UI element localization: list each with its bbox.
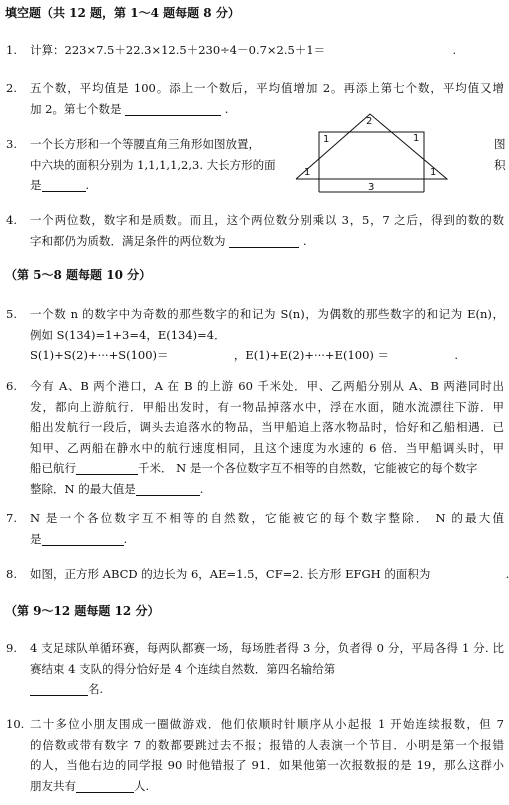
answer-blank[interactable] xyxy=(42,177,86,192)
answer-blank[interactable] xyxy=(136,481,200,496)
question-8: 8. 如图，正方形 ABCD 的边长为 6，AE=1.5，CF=2. 长方形 EFGH 的面积为 . xyxy=(6,564,504,585)
question-text-line: N 是一个各位数字互不相等的自然数，它能被它的每个数字整除． N 的最大值 xyxy=(30,511,504,525)
figure-rectangle xyxy=(319,132,424,179)
question-number: 4. xyxy=(6,213,17,227)
question-text-line: 二十多位小朋友围成一圈做游戏．他们依顺时针顺序从小起报 1 开始连续报数，但 7 xyxy=(30,717,504,731)
question-number: 1. xyxy=(6,43,17,57)
question-text-line: 字和都仍为质数．满足条件的两位数为 xyxy=(30,233,226,248)
section-header-3: （第 9～12 题每题 12 分） xyxy=(5,604,160,618)
answer-blank[interactable] xyxy=(229,233,299,248)
answer-blank[interactable] xyxy=(42,531,124,546)
question-text: 计算：223×7.5＋22.3×12.5＋230÷4－0.7×2.5＋1＝ xyxy=(30,43,326,57)
question-number: 2. xyxy=(6,81,17,95)
question-text-line: 一个长方形和一个等腰直角三角形如图放置， xyxy=(30,137,260,151)
question-number: 8. xyxy=(6,567,17,581)
question-text-line: 赛结束 4 支队的得分恰好是 4 个连续自然数．第四名输给第 xyxy=(30,661,336,676)
figure-label: 1 xyxy=(413,133,420,144)
answer-blank[interactable] xyxy=(329,43,449,57)
question-3: 3. 一个长方形和一个等腰直角三角形如图放置， 图 中六块的面积分别为 1,1,1,1,2,3. 大长方形的面 积 是 . xyxy=(6,134,504,196)
question-5: 5. 一个数 n 的数字中为奇数的那些数字的和记为 S(n)，为偶数的那些数字的和记为 E(n)， 例如 S(134)=1+3=4，E(134)=4． S(1)+S(2)+···+S(100)＝ ，E(1)+E(2)+···+E(100) ＝ . xyxy=(6,304,504,366)
question-text-line: 的人，当他右边的同学报 90 时他错报了 91．如果他第一次报数报的是 19，那么这群小 xyxy=(30,758,504,772)
question-number: 6. xyxy=(6,379,17,393)
question-6: 6. 今有 A、B 两个港口，A 在 B 的上游 60 千米处．甲、乙两船分别从 A、B 两港同时出 发，都向上游航行．甲船出发时，有一物品掉落水中，浮在水面，随水流漂往下游．甲 船出发航行一段后，调头去追落水的物品，当甲船追上落水物品时，恰好和乙船相遇．已 知甲、乙两船在静水中的航行速度相同，且这个速度为水速的 6 倍．当甲船调头时，甲 船已航行 千米． N 是一个各位数字互不相等的自然数，它能被它的每个数字 整除．N 的最大值是 . xyxy=(6,376,504,499)
figure-label: 1 xyxy=(430,167,437,178)
question-text-line: 一个数 n 的数字中为奇数的那些数字的和记为 S(n)，为偶数的那些数字的和记为 E(n)， xyxy=(30,307,504,321)
question-text: 如图，正方形 ABCD 的边长为 6，AE=1.5，CF=2. 长方形 EFGH 的面积为 xyxy=(30,567,431,581)
question-4: 4. 一个两位数，数字和是质数。而且，这个两位数分别乘以 3，5，7 之后，得到的数的数 字和都仍为质数．满足条件的两位数为 . xyxy=(6,210,504,251)
question-text-line: 例如 S(134)=1+3=4，E(134)=4． xyxy=(30,327,226,342)
answer-blank[interactable] xyxy=(76,778,134,793)
question-7: 7. N 是一个各位数字互不相等的自然数，它能被它的每个数字整除． N 的最大值 是 . xyxy=(6,508,504,549)
question-text-line: 知甲、乙两船在静水中的航行速度相同，且这个速度为水速的 6 倍．当甲船调头时，甲 xyxy=(30,440,504,455)
figure-label: 1 xyxy=(304,167,311,178)
question-number: 3. xyxy=(6,137,17,151)
section-header-1: 填空题（共 12 题，第 1～4 题每题 8 分） xyxy=(5,6,240,20)
question-text-line: 今有 A、B 两个港口，A 在 B 的上游 60 千米处．甲、乙两船分别从 A、B 两港同时出 xyxy=(30,379,504,393)
question-10: 10. 二十多位小朋友围成一圈做游戏．他们依顺时针顺序从小起报 1 开始连续报数，但 7 的倍数或带有数字 7 的数都要跳过去不报；报错的人表演一个节目．小明是第一个报错 的人，当他右边的同学报 90 时他错报了 91．如果他第一次报数报的是 19，那么这群小 朋友共有 人. xyxy=(6,714,504,796)
question-text-line: 一个两位数，数字和是质数。而且，这个两位数分别乘以 3，5，7 之后，得到的数的数 xyxy=(30,213,504,227)
question-number: 5. xyxy=(6,307,17,321)
rectangle-triangle-figure xyxy=(292,112,464,194)
question-number: 9. xyxy=(6,641,17,655)
figure-label: 2 xyxy=(366,116,373,127)
question-text-line: 五个数，平均值是 100。添上一个数后，平均值增加 2。再添上第七个数，平均值又增 xyxy=(30,81,504,95)
question-text-line: 加 2。第七个数是 xyxy=(30,101,122,116)
question-text-line: 中六块的面积分别为 1,1,1,1,2,3. 大长方形的面 xyxy=(30,157,276,172)
question-number: 10. xyxy=(6,717,25,731)
question-9: 9. 4 支足球队单循环赛，每两队都赛一场，每场胜者得 3 分，负者得 0 分，平局各得 1 分. 比 赛结束 4 支队的得分恰好是 4 个连续自然数．第四名输给第 名. xyxy=(6,638,504,700)
answer-blank[interactable] xyxy=(30,681,88,696)
question-text-line: 发，都向上游航行．甲船出发时，有一物品掉落水中，浮在水面，随水流漂往下游．甲 xyxy=(30,399,504,414)
question-2: 2. 五个数，平均值是 100。添上一个数后，平均值增加 2。再添上第七个数，平均值又增 加 2。第七个数是 . xyxy=(6,78,504,119)
answer-blank[interactable] xyxy=(125,101,221,116)
figure-label: 3 xyxy=(368,182,375,193)
question-text-line: 4 支足球队单循环赛，每两队都赛一场，每场胜者得 3 分，负者得 0 分，平局各得 1 分. 比 xyxy=(30,641,504,655)
question-text-line: 船出发航行一段后，调头去追落水的物品，当甲船追上落水物品时，恰好和乙船相遇．已 xyxy=(30,420,504,434)
figure-label: 1 xyxy=(323,134,330,145)
question-number: 7. xyxy=(6,511,17,525)
question-text-line: 的倍数或带有数字 7 的数都要跳过去不报；报错的人表演一个节目．小明是第一个报错 xyxy=(30,737,504,752)
section-header-2: （第 5～8 题每题 10 分） xyxy=(5,268,152,282)
answer-blank[interactable] xyxy=(76,460,138,475)
question-1: 1. 计算：223×7.5＋22.3×12.5＋230÷4－0.7×2.5＋1＝ . xyxy=(6,40,504,61)
